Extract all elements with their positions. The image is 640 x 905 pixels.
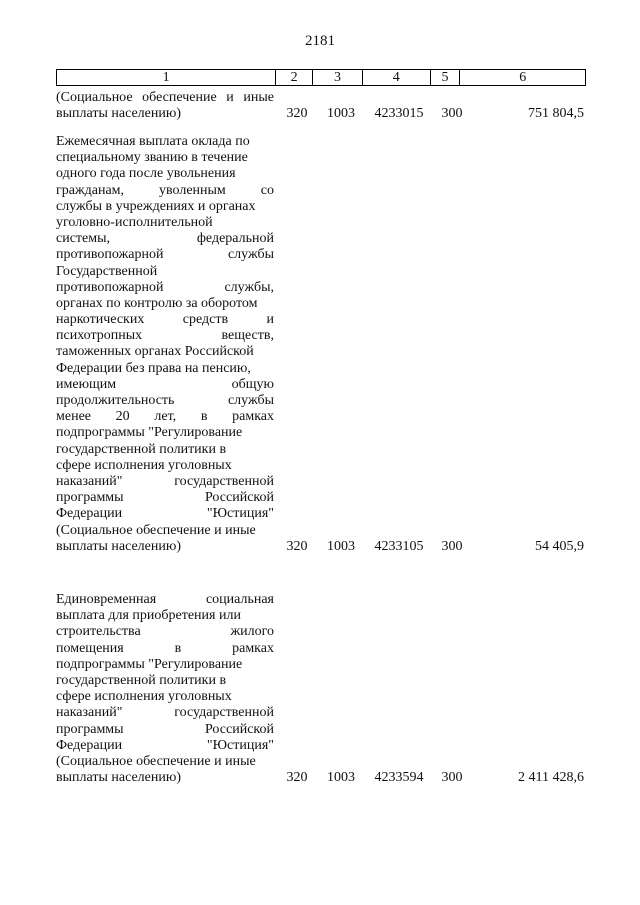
desc-line: психотропных веществ, bbox=[56, 328, 274, 344]
desc-line: (Социальное обеспечение и иные bbox=[56, 90, 274, 105]
cell-col-3: 1003 bbox=[327, 770, 355, 786]
desc-line: продолжительность службы bbox=[56, 393, 274, 408]
page-number: 2181 bbox=[305, 33, 335, 49]
desc-line: сфере исполнения уголовных bbox=[56, 457, 232, 473]
cell-col-6: 751 804,5 bbox=[528, 106, 584, 122]
cell-col-2: 320 bbox=[286, 770, 308, 786]
cell-col-2: 320 bbox=[286, 538, 308, 554]
desc-line: (Социальное обеспечение и иные bbox=[56, 522, 256, 538]
desc-line: Ежемесячная выплата оклада по bbox=[56, 134, 250, 149]
desc-line: Федерации "Юстиция" bbox=[56, 506, 274, 522]
header-col-2: 2 bbox=[276, 70, 313, 85]
desc-line: органах по контролю за оборотом bbox=[56, 295, 258, 311]
cell-col-2: 320 bbox=[286, 106, 308, 122]
desc-line: Федерации без права на пенсию, bbox=[56, 360, 251, 376]
header-col-3: 3 bbox=[313, 70, 363, 85]
desc-line: помещения в рамках bbox=[56, 640, 274, 656]
header-col-6: 6 bbox=[519, 69, 527, 85]
cell-col-5: 300 bbox=[441, 770, 463, 786]
desc-line: имеющим общую bbox=[56, 376, 274, 392]
desc-line: уголовно-исполнительной bbox=[56, 214, 213, 230]
desc-line: строительства жилого bbox=[56, 624, 274, 640]
desc-line: программы Российской bbox=[56, 490, 274, 506]
desc-line: государственной политики в bbox=[56, 672, 227, 688]
desc-line: таможенных органах Российской bbox=[56, 344, 254, 360]
cell-col-3: 1003 bbox=[327, 106, 355, 122]
row-description bbox=[56, 592, 274, 786]
row-description bbox=[56, 134, 274, 555]
desc-line: одного года после увольнения bbox=[56, 166, 236, 182]
desc-line: службы в учреждениях и органах bbox=[56, 198, 256, 214]
cell-col-5: 300 bbox=[441, 538, 463, 554]
row-values bbox=[56, 770, 586, 786]
cell-col-5: 300 bbox=[441, 106, 463, 122]
desc-line: выплаты населению) bbox=[56, 106, 181, 122]
header-col-1: 1 bbox=[57, 70, 276, 85]
table-header bbox=[56, 69, 586, 86]
desc-line: подпрограммы "Регулирование bbox=[56, 425, 243, 441]
desc-line: выплаты населению) bbox=[56, 538, 181, 554]
cell-col-4: 4233594 bbox=[374, 770, 424, 786]
table-row bbox=[56, 592, 586, 786]
table-row bbox=[56, 90, 586, 122]
header-col-5: 5 bbox=[431, 70, 461, 85]
desc-line: наказаний" государственной bbox=[56, 473, 274, 489]
desc-line: выплата для приобретения или bbox=[56, 608, 241, 624]
table-row bbox=[56, 134, 586, 555]
desc-line: (Социальное обеспечение и иные bbox=[56, 753, 256, 769]
desc-line: Федерации "Юстиция" bbox=[56, 737, 274, 753]
header-col-4: 4 bbox=[363, 70, 431, 85]
cell-col-3: 1003 bbox=[327, 538, 355, 554]
cell-col-4: 4233105 bbox=[374, 538, 424, 554]
desc-line: менее 20 лет, в рамках bbox=[56, 409, 274, 425]
desc-line: наркотических средств и bbox=[56, 312, 274, 328]
desc-line: гражданам, уволенным со bbox=[56, 182, 274, 198]
desc-line: противопожарной службы bbox=[56, 247, 274, 263]
desc-line: Государственной bbox=[56, 263, 158, 279]
desc-line: противопожарной службы, bbox=[56, 279, 274, 295]
row-values bbox=[56, 539, 586, 555]
desc-line: государственной политики в bbox=[56, 441, 227, 457]
desc-line: Единовременная социальная bbox=[56, 592, 274, 607]
desc-line: сфере исполнения уголовных bbox=[56, 689, 232, 705]
cell-col-6: 2 411 428,6 bbox=[518, 770, 584, 786]
desc-line: специальному званию в течение bbox=[56, 150, 248, 166]
desc-line: выплаты населению) bbox=[56, 770, 181, 786]
desc-line: наказаний" государственной bbox=[56, 705, 274, 721]
desc-line: подпрограммы "Регулирование bbox=[56, 656, 243, 672]
cell-col-4: 4233015 bbox=[374, 106, 424, 122]
desc-line: программы Российской bbox=[56, 721, 274, 737]
row-values bbox=[56, 106, 586, 122]
cell-col-6: 54 405,9 bbox=[535, 538, 584, 554]
desc-line: системы, федеральной bbox=[56, 231, 274, 247]
